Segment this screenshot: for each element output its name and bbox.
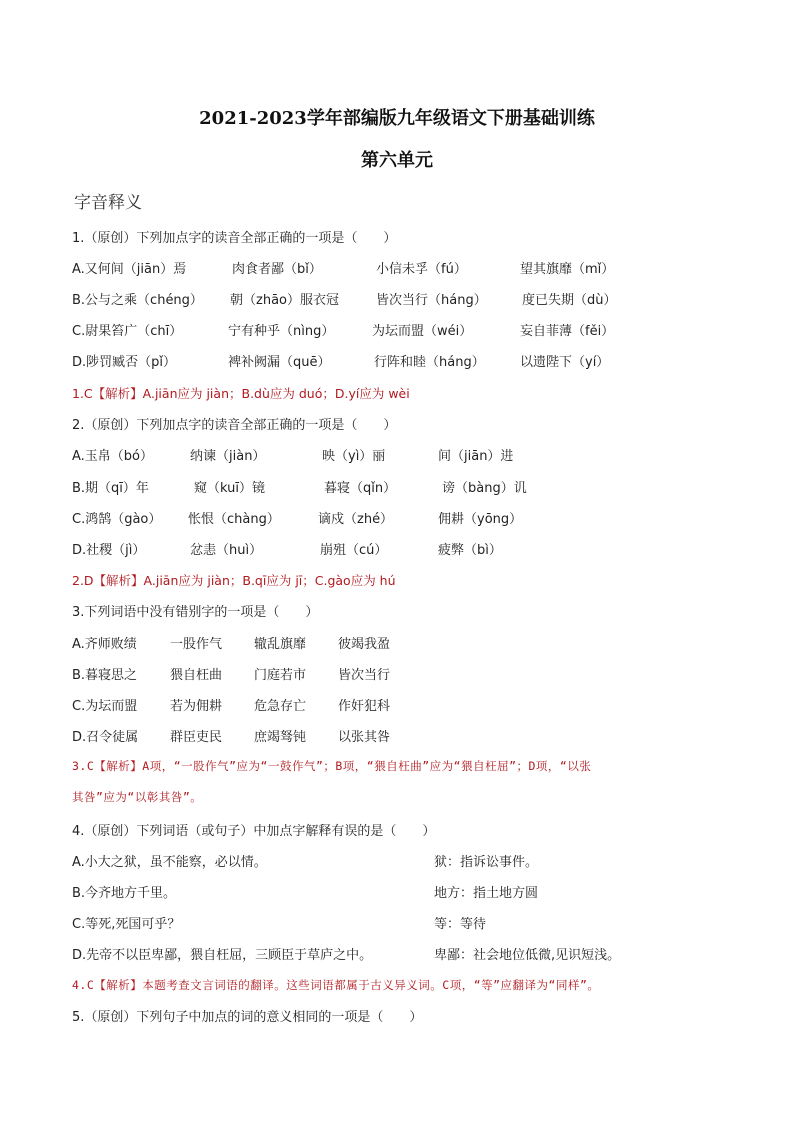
question-3-answer-line-1: 3.C【解析】A项，“一股作气”应为“一鼓作气”；B项，“猥自枉曲”应为“猥自枉屈”；D项，“以张 [72, 759, 592, 773]
question-1-stem: 1.（原创）下列加点字的读音全部正确的一项是（ ） [72, 231, 397, 246]
document-title: 2021-2023学年部编版九年级语文下册基础训练 [199, 108, 595, 129]
section-heading: 字音释义 [74, 193, 142, 213]
question-3-stem: 3.下列词语中没有错别字的一项是（ ） [72, 605, 319, 620]
question-4-stem: 4.（原创）下列词语（或句子）中加点字解释有误的是（ ） [72, 824, 436, 839]
question-4-answer: 4.C【解析】本题考查文言词语的翻译。这些词语都属于古义异义词。C项，“等”应翻译为“同样”。 [72, 978, 600, 992]
question-5-stem: 5.（原创）下列句子中加点的词的意义相同的一项是（ ） [72, 1010, 423, 1025]
document-page: 2021-2023学年部编版九年级语文下册基础训练 第六单元 字音释义 1.（原创）下列加点字的读音全部正确的一项是（ ） A.又何间（jiān）焉 肉食者鄙（bǐ） 小信未孚（fú） 望其旗靡（mǐ） B.公与之乘（chéng） 朝（zhāo）服衣冠 皆次当行（háng） 度已失期（dù） C.尉果笞广（chī） 宁有种乎（nìng） 为坛而盟（wéi） 妄自菲薄（fěi） D.陟罚臧否（pǐ） 裨补阙漏（quē） 行阵和睦（háng） 以遗陛下（yí） 1.C【解析】A.jiān应为 jiàn；B.dù应为 duó；D.yí应为 wèi 2.（原创）下列加点字的读音全部正确的一项是（ ） A.玉帛（bó） 纳谏（jiàn） 映（yì）丽 间（jiān）进 B.期（qī）年 窥（kuī）镜 暮寝（qǐn） 谤（bàng）讥 C.鸿鹄（gào） 怅恨（chàng） 谪戍（zhé） 佣耕（yōng） D.社稷（jì） 忿恚（huì） 崩殂（cú） 疲弊（bì） 2.D【解析】A.jiān应为 jiàn；B.qī应为 jī；C.gào应为 hú 3.下列词语中没有错别字的一项是（ ） A.齐师败绩 一股作气 辙乱旗靡 彼竭我盈 B.暮寝思之 猥自枉曲 门庭若市 皆次当行 C.为坛而盟 若为佣耕 危急存亡 作奸犯科 D.召令徒属 群臣吏民 庶竭驽钝 以张其咎 3.C【解析】A项，“一股作气”应为“一鼓作气”；B项，“猥自枉曲”应为“猥自枉屈”；D项，“以张 其咎”应为“以彰其咎”。 4.（原创）下列词语（或句子）中加点字解释有误的是（ ） A.小大之狱，虽不能察，必以情。 狱：指诉讼事件。 B.今齐地方千里。 地方：指土地方圆 C.等死,死国可乎？ 等：等待 D.先帝不以臣卑鄙，猥自枉屈，三顾臣于草庐之中。 卑鄙：社会地位低微,见识短浅。 4.C【解析】本题考查文言词语的翻译。这些词语都属于古义异义词。C项，“等”应翻译为“同样”。 5.（原创）下列句子中加点的词的意义相同的一项是（ ） [0, 0, 794, 1123]
question-3-answer-line-2: 其咎”应为“以彰其咎”。 [72, 790, 203, 804]
document-subtitle: 第六单元 [361, 150, 433, 171]
question-2-stem: 2.（原创）下列加点字的读音全部正确的一项是（ ） [72, 418, 397, 433]
question-2-answer: 2.D【解析】A.jiān应为 jiàn；B.qī应为 jī；C.gào应为 hú [72, 573, 396, 588]
question-1-answer: 1.C【解析】A.jiān应为 jiàn；B.dù应为 duó；D.yí应为 wèi [72, 386, 410, 401]
